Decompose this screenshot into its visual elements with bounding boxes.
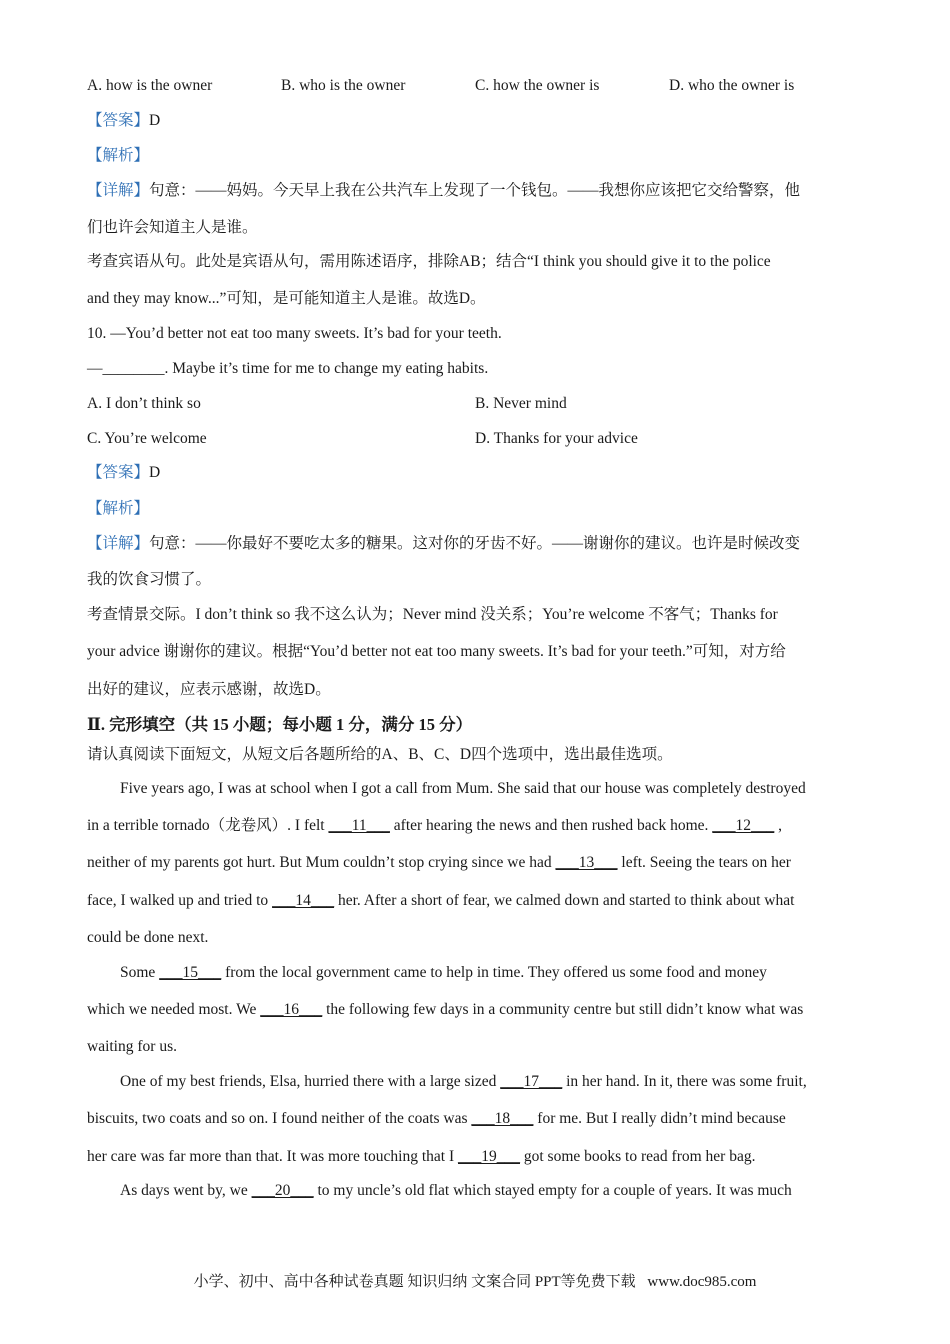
passage-text: As days went by, we [120,1182,252,1199]
passage-p1-line-4 [87,891,863,911]
footer-text: 小学、初中、高中各种试卷真题 知识归纳 文案合同 PPT等免费下载 [193,1274,636,1290]
passage-text: One of my best friends, Elsa, hurried there with a large sized [120,1073,501,1090]
passage-text: the following few days in a community centre but still didn’t know what was [322,1001,804,1018]
q9-option-a: A. how is the owner [87,77,213,94]
q10-analysis-tag: 【解析】 [87,500,150,517]
q10-detail-line-2: 我的饮食习惯了。 [87,571,212,588]
q10-option-b: B. Never mind [475,395,567,412]
passage-p3-line-1 [120,1072,863,1092]
blank-13: ___13___ [555,854,618,871]
passage-text: in her hand. In it, there was some fruit, [562,1073,807,1090]
passage-text: biscuits, two coats and so on. I found neither of the coats was [87,1110,472,1127]
q10-stem-2: —________. Maybe it’s time for me to change my eating habits. [87,360,489,377]
blank-15: ___15___ [159,964,222,981]
blank-14: ___14___ [272,892,335,909]
passage-p3-line-3 [87,1147,863,1167]
passage-text: which we needed most. We [87,1001,261,1018]
q9-detail-text-1: 句意：——妈妈。今天早上我在公共汽车上发现了一个钱包。——我想你应该把它交给警察，他 [149,182,801,199]
q9-detail-line-2: 们也许会知道主人是谁。 [87,219,258,236]
q9-answer-line [87,111,863,131]
passage-text: left. Seeing the tears on her [617,854,791,871]
footer-url[interactable]: www.doc985.com [647,1274,757,1290]
passage-text: to my uncle’s old flat which stayed empty for a couple of years. It was much [313,1182,792,1199]
q10-stem-1: 10. —You’d better not eat too many sweets. It’s bad for your teeth. [87,325,502,342]
passage-p2-line-3: waiting for us. [87,1038,177,1055]
blank-18: ___18___ [471,1110,534,1127]
q9-answer-tag: 【答案】 [87,112,150,129]
q9-option-b: B. who is the owner [281,77,406,94]
q9-detail-line-1 [87,181,863,201]
q10-detail-line-4: your advice 谢谢你的建议。根据“You’d better not eat too many sweets. It’s bad for your teeth.”可知，对方给 [87,643,786,660]
q10-detail-text-1: 句意：——你最好不要吃太多的糖果。这对你的牙齿不好。——谢谢你的建议。也许是时候改变 [149,535,801,552]
q9-answer: D [149,112,161,129]
passage-p1-line-3 [87,853,863,873]
section-heading: Ⅱ. 完形填空（共 15 小题；每小题 1 分，满分 15 分） [87,715,473,734]
q9-option-c: C. how the owner is [475,77,600,94]
blank-12: ___12___ [712,817,775,834]
blank-19: ___19___ [458,1148,520,1165]
q10-detail-line-1 [87,534,863,554]
passage-p1-line-5: could be done next. [87,929,209,946]
passage-text: her care was far more than that. It was more touching that I [87,1148,458,1165]
q9-option-d: D. who the owner is [669,77,795,94]
passage-p2-line-2 [87,1000,863,1020]
q10-detail-tag: 【详解】 [87,535,150,552]
blank-20: ___20___ [251,1182,314,1199]
q10-answer-line [87,463,863,483]
passage-text: in a terrible tornado（龙卷风）. I felt [87,817,329,834]
passage-text: face, I walked up and tried to [87,892,273,909]
q10-detail-line-5: 出好的建议，应表示感谢，故选D。 [87,681,331,698]
passage-text: Some [120,964,160,981]
page-footer [0,1270,950,1291]
q10-detail-line-3: 考查情景交际。I don’t think so 我不这么认为；Never mind 没关系；You’re welcome 不客气；Thanks for [87,606,778,623]
passage-p1-line-2 [87,816,863,836]
passage-p4-line-1 [120,1181,863,1201]
blank-16: ___16___ [260,1001,323,1018]
q10-answer-tag: 【答案】 [87,464,150,481]
passage-text: neither of my parents got hurt. But Mum couldn’t stop crying since we had [87,854,556,871]
passage-p3-line-2 [87,1109,863,1129]
q9-detail-tag: 【详解】 [87,182,150,199]
q10-option-a: A. I don’t think so [87,395,201,412]
section-instruction: 请认真阅读下面短文，从短文后各题所给的A、B、C、D四个选项中，选出最佳选项。 [87,746,673,763]
passage-p2-line-1 [120,963,863,983]
q9-analysis-tag: 【解析】 [87,147,150,164]
passage-text: her. After a short of fear, we calmed down and started to think about what [334,892,795,909]
passage-text: , [774,817,783,834]
passage-text: for me. But I really didn’t mind because [533,1110,786,1127]
q9-detail-line-3: 考查宾语从句。此处是宾语从句，需用陈述语序，排除AB；结合“I think you should give it to the police [87,253,771,270]
passage-text: got some books to read from her bag. [520,1148,756,1165]
passage-text: after hearing the news and then rushed back home. [389,817,713,834]
q10-option-d: D. Thanks for your advice [475,430,638,447]
q10-answer: D [149,464,161,481]
passage-text: from the local government came to help in time. They offered us some food and money [221,964,767,981]
q10-option-c: C. You’re welcome [87,430,207,447]
q9-detail-line-4: and they may know...”可知，是可能知道主人是谁。故选D。 [87,290,486,307]
passage-p1-line-1: Five years ago, I was at school when I got a call from Mum. She said that our house was completely destroyed [120,780,806,797]
blank-17: ___17___ [500,1073,563,1090]
blank-11: ___11___ [328,817,390,834]
